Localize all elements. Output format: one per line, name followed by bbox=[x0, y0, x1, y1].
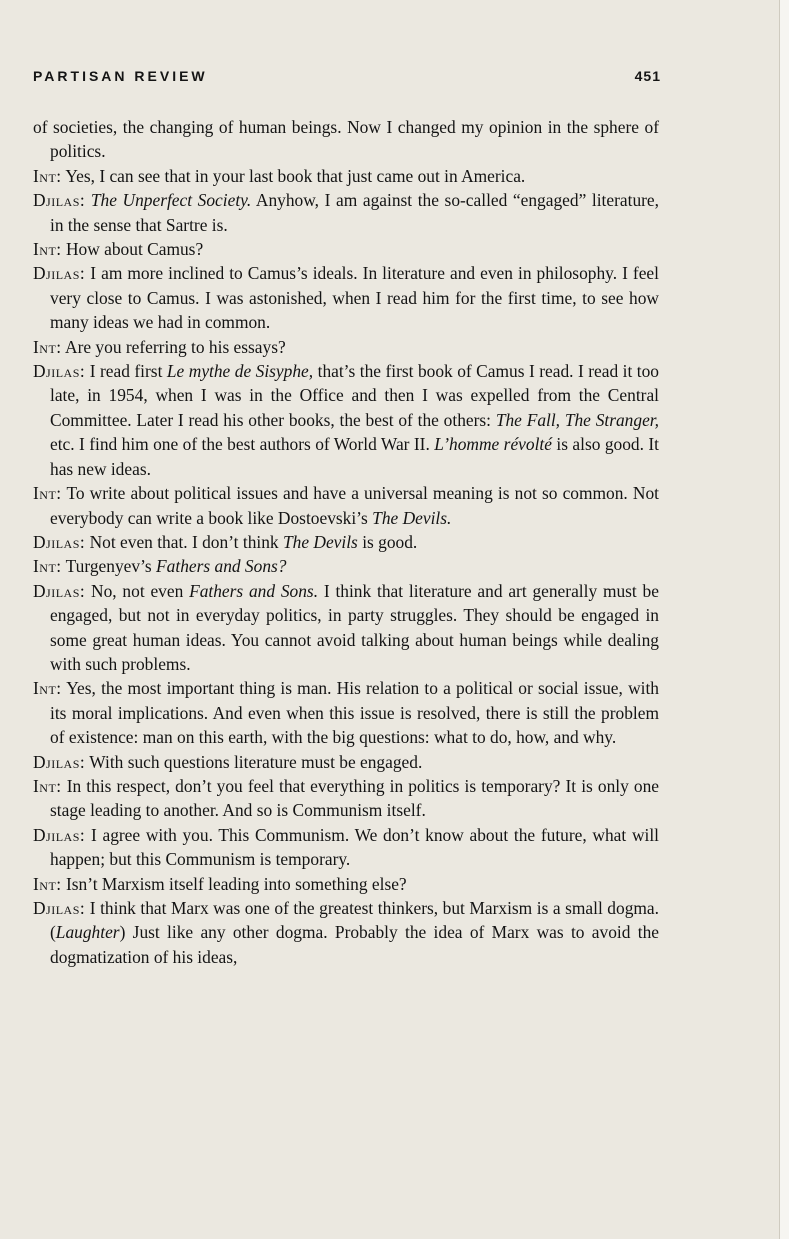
paragraph-text: Turgenyev’s bbox=[65, 556, 152, 577]
paragraph bbox=[33, 115, 659, 164]
book-title: The Fall, The Stranger, bbox=[495, 409, 659, 430]
paragraph-text: I read first bbox=[89, 361, 163, 382]
paragraph bbox=[33, 554, 659, 578]
book-title: The Unperfect Society. bbox=[90, 190, 252, 211]
paragraph-text: No, not even bbox=[91, 580, 184, 601]
book-title: L’homme révolté bbox=[434, 434, 552, 455]
paragraph-text: How about Camus? bbox=[65, 239, 204, 260]
speaker-label: Djilas: bbox=[33, 531, 86, 552]
paragraph bbox=[33, 676, 659, 749]
paragraph-text: is also good. It has new ideas. bbox=[50, 434, 659, 479]
paragraph-text: Isn’t Marxism itself leading into something else? bbox=[65, 873, 407, 894]
speaker-label: Int: bbox=[33, 556, 62, 577]
paragraph-text: Anyhow, I am against the so-called “engaged” literature, in the sense that Sartre is. bbox=[50, 190, 659, 235]
paragraph-text: I think that literature and art generally must be engaged, but not in everyday politics, in party struggles. They should be engaged in some great human ideas. You cannot avoid talking about human beings while dealing with such problems. bbox=[50, 580, 659, 674]
book-title: Fathers and Sons? bbox=[156, 556, 287, 577]
speaker-label: Int: bbox=[33, 775, 62, 796]
paragraph-text: that’s the first book of Camus I read. I read it too late, in 1954, when I was in the Office and then I was expelled from the Central Committee. Later I read his other books, the best of the others: bbox=[50, 361, 660, 430]
paragraph bbox=[33, 579, 659, 677]
paragraph bbox=[33, 872, 659, 896]
interview-text bbox=[33, 115, 659, 969]
speaker-label: Int: bbox=[33, 239, 62, 260]
running-header bbox=[33, 68, 661, 84]
paragraph-text: etc. I find him one of the best authors of World War II. bbox=[50, 434, 430, 455]
page-number: 451 bbox=[634, 68, 661, 84]
paragraph-text: ) Just like any other dogma. Probably the idea of Marx was to avoid the dogmatization of his ideas, bbox=[50, 922, 659, 967]
speaker-label: Djilas: bbox=[33, 361, 86, 382]
speaker-label: Djilas: bbox=[33, 263, 86, 284]
speaker-label: Int: bbox=[33, 336, 62, 357]
paragraph bbox=[33, 774, 659, 823]
paragraph bbox=[33, 896, 659, 969]
speaker-label: Djilas: bbox=[33, 580, 86, 601]
paragraph-text: Yes, the most important thing is man. His relation to a political or social issue, with its moral implications. And even when this issue is resolved, there is still the problem of existence: man on this earth, with the big questions: what to do, how, and why. bbox=[50, 678, 660, 748]
speaker-label: Int: bbox=[33, 165, 62, 186]
stage-direction: Laughter bbox=[55, 922, 120, 943]
journal-title: PARTISAN REVIEW bbox=[33, 68, 208, 84]
paragraph bbox=[33, 237, 659, 261]
speaker-label: Djilas: bbox=[33, 751, 86, 772]
paragraph bbox=[33, 359, 659, 481]
paragraph-text: I agree with you. This Communism. We don’t know about the future, what will happen; but this Communism is temporary. bbox=[50, 824, 659, 870]
book-title: The Devils. bbox=[372, 507, 452, 528]
paragraph-text: Are you referring to his essays? bbox=[65, 336, 286, 357]
paragraph-text: Yes, I can see that in your last book that just came out in America. bbox=[65, 165, 526, 186]
paragraph bbox=[33, 481, 659, 530]
book-title: The Devils bbox=[282, 531, 358, 552]
paragraph-text: is good. bbox=[362, 531, 418, 552]
paragraph-text: of societies, the changing of human beings. Now I changed my opinion in the sphere of politics. bbox=[33, 117, 659, 162]
page-edge bbox=[779, 0, 789, 1239]
speaker-label: Djilas: bbox=[33, 898, 86, 918]
speaker-label: Int: bbox=[33, 873, 62, 894]
paragraph-text: With such questions literature must be engaged. bbox=[89, 751, 423, 772]
speaker-label: Int: bbox=[33, 678, 62, 699]
paragraph bbox=[33, 530, 659, 554]
speaker-label: Djilas: bbox=[33, 824, 86, 845]
speaker-label: Int: bbox=[33, 483, 62, 504]
book-title: Le mythe de Sisyphe, bbox=[166, 361, 314, 382]
book-title: Fathers and Sons. bbox=[189, 580, 319, 601]
paragraph bbox=[33, 188, 659, 237]
paragraph-text: I am more inclined to Camus’s ideals. In literature and even in philosophy. I feel very close to Camus. I was astonished, when I read him for the first time, to see how many ideas we had in common. bbox=[50, 263, 659, 333]
paragraph bbox=[33, 164, 659, 188]
paragraph-text: Not even that. I don’t think bbox=[89, 531, 279, 552]
speaker-label: Djilas: bbox=[33, 190, 86, 211]
paragraph bbox=[33, 750, 659, 774]
paragraph bbox=[33, 823, 659, 872]
paragraph-text: In this respect, don’t you feel that everything in politics is temporary? It is only one stage leading to another. And so is Communism itself. bbox=[50, 775, 659, 821]
paragraph bbox=[33, 335, 659, 359]
paragraph bbox=[33, 261, 659, 334]
paragraph-text: To write about political issues and have a universal meaning is not so common. Not everybody can write a book like Dostoevski’s bbox=[50, 483, 659, 528]
paragraph-text: I think that Marx was one of the greatest thinkers, but Marxism is a small dogma. ( bbox=[50, 898, 659, 943]
